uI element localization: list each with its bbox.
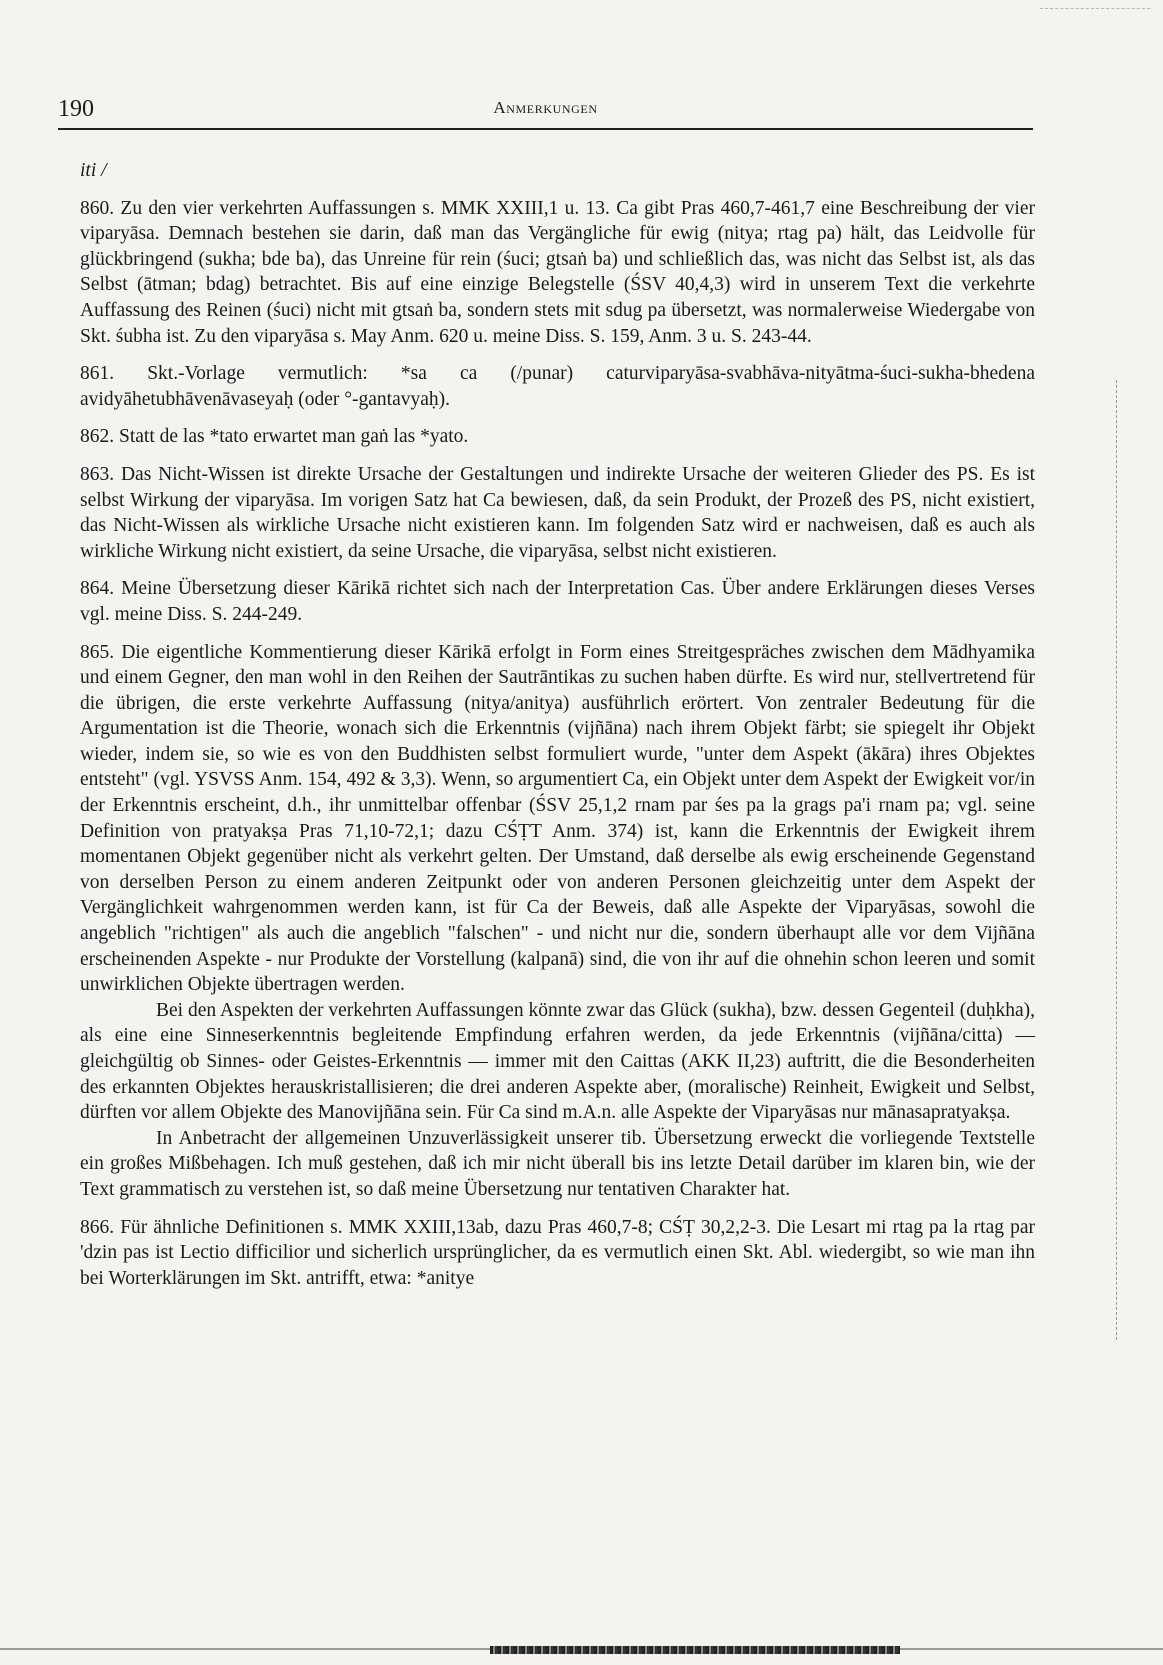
- note-866: 866. Für ähnliche Definitionen s. MMK XXIII,13ab, dazu Pras 460,7-8; CŚṬ 30,2,2-3. Die Lesart mi rtag pa la rtag par 'dzin pas ist Lectio difficilior und sicherlich ursprünglicher, da es vermutlich einen Skt. Abl. wiedergibt, so wie man ihn bei Worterklärungen im Skt. antrifft, etwa: *anitye: [80, 1216, 1035, 1289]
- note-864: 864. Meine Übersetzung dieser Kārikā richtet sich nach der Interpretation Cas. Über andere Erklärungen dieses Verses vgl. meine Diss. S. 244-249.: [80, 578, 1035, 625]
- note-860: 860. Zu den vier verkehrten Auffassungen s. MMK XXIII,1 u. 13. Ca gibt Pras 460,7-461,7 eine Beschreibung der vier viparyāsa. Demnach bestehen sie darin, daß man das Vergängliche für ewig (nitya; rtag pa) hält, das Leidvolle für glückbringend (sukha; bde ba), das Unreine für rein (śuci; gtsaṅ ba) und schließlich das, was nicht das Selbst ist, als das Selbst (ātman; bdag) betrachtet. Bis auf eine einzige Belegstelle (ŚSV 40,4,3) wird in unserem Text die verkehrte Auffassung des Reinen (śuci) nicht mit gtsaṅ ba, sondern stets mit sdug pa übersetzt, was normalerweise Wiedergabe von Skt. śubha ist. Zu den viparyāsa s. May Anm. 620 u. meine Diss. S. 159, Anm. 3 u. S. 243-44.: [80, 197, 1035, 347]
- note-865: 865. Die eigentliche Kommentierung dieser Kārikā erfolgt in Form eines Streitgespräches zwischen dem Mādhyamika und einem Gegner, den man wohl in den Reihen der Sautrāntikas zu suchen haben dürfte. Es wird nur, stellvertretend für die übrigen, die erste verkehrte Auffassung (nitya/anitya) ausführlich erörtert. Von zentraler Bedeutung für die Argumentation ist die Theorie, wonach sich die Erkenntnis (vijñāna) nach ihrem Objekt färbt; sie spiegelt ihr Objekt wieder, indem sie, so wie es von den Buddhisten selbst formuliert wurde, "unter dem Aspekt (ākāra) ihres Objektes entsteht" (vgl. YSVSS Anm. 154, 492 & 3,3). Wenn, so argumentiert Ca, ein Objekt unter dem Aspekt der Ewigkeit vor/in der Erkenntnis erscheint, d.h., ihr unmittelbar offenbar (ŚSV 25,1,2 rnam par śes pa la grags pa'i rnam pa; vgl. seine Definition von pratyakṣa Pras 71,10-72,1; dazu CŚṬT Anm. 374) ist, kann die Erkenntnis der Ewigkeit ihrem momentanen Objekt gegenüber nicht als verkehrt gelten. Der Umstand, daß derselbe als ewig erscheinende Gegenstand von derselben Person zu einem anderen Zeitpunkt oder von anderen Personen gleichzeitig unter dem Aspekt der Vergänglichkeit wahrgenommen werden kann, ist für Ca der Beweis, daß alle Aspekte der Viparyāsas, sowohl die angeblich "richtigen" als auch die angeblich "falschen" - und nicht nur die, sondern überhaupt alle vor dem Vijñāna erscheinenden Aspekte - nur Produkte der Vorstellung (kalpanā) sind, die von ihr auf die ohnehin schon leeren und somit unwirklichen Objekte übertragen werden.: [80, 641, 1035, 996]
- note-863: 863. Das Nicht-Wissen ist direkte Ursache der Gestaltungen und indirekte Ursache der weiteren Glieder des PS. Es ist selbst Wirkung der viparyāsa. Im vorigen Satz hat Ca bewiesen, daß, da sein Produkt, der Prozeß des PS, nicht existiert, das Nicht-Wissen als wirkliche Ursache nicht existieren kann. Im folgenden Satz wird er nachweisen, daß es auch als wirkliche Wirkung nicht existiert, da seine Ursache, die viparyāsa, selbst nicht existieren.: [80, 463, 1035, 562]
- notes-body: [80, 158, 1035, 1291]
- note-861: 861. Skt.-Vorlage vermutlich: *sa ca (/punar) caturviparyāsa-svabhāva-nityātma-śuci-sukha-bhedena avidyāhetubhāvenāvaseyaḥ (oder °-gantavyaḥ).: [80, 363, 1035, 410]
- note-862: 862. Statt de las *tato erwartet man gaṅ las *yato.: [80, 426, 469, 448]
- note-lead: iti /: [80, 160, 107, 181]
- note-865-paragraph-3: In Anbetracht der allgemeinen Unzuverlässigkeit unserer tib. Übersetzung erweckt die vorliegende Textstelle ein großes Mißbehagen. Ich muß gestehen, daß ich mir nicht überall bis ins letzte Detail darüber im klaren bin, wie der Text grammatisch zu verstehen ist, so daß meine Übersetzung nur tentativen Charakter hat.: [80, 1127, 1035, 1200]
- scan-artifact-bottom: [0, 1640, 1163, 1665]
- page-header: [58, 96, 1033, 128]
- note-865-paragraph-2: Bei den Aspekten der verkehrten Auffassungen könnte zwar das Glück (sukha), bzw. dessen Gegenteil (duḥkha), als eine eine Sinneserkenntnis begleitende Empfindung erfahren werden, da jede Erkenntnis (vijñāna/citta) — gleichgültig ob Sinnes- oder Geistes-Erkenntnis — immer mit den Caittas (AKK II,23) auftritt, die die Besonderheiten des erkannten Objektes herauskristallisieren; die drei anderen Aspekte aber, (moralische) Reinheit, Ewigkeit und Selbst, dürften vor allem Objekte des Manovijñāna sein. Für Ca sind m.A.n. alle Aspekte der Viparyāsas nur mānasapratyakṣa.: [80, 999, 1035, 1124]
- header-rule: [58, 128, 1033, 130]
- running-title: Anmerkungen: [493, 98, 598, 117]
- scan-noise-strip: [490, 1646, 900, 1654]
- scan-artifact-top: [1040, 8, 1150, 29]
- scan-artifact-margin: [1116, 380, 1123, 1340]
- page-number: 190: [58, 96, 94, 122]
